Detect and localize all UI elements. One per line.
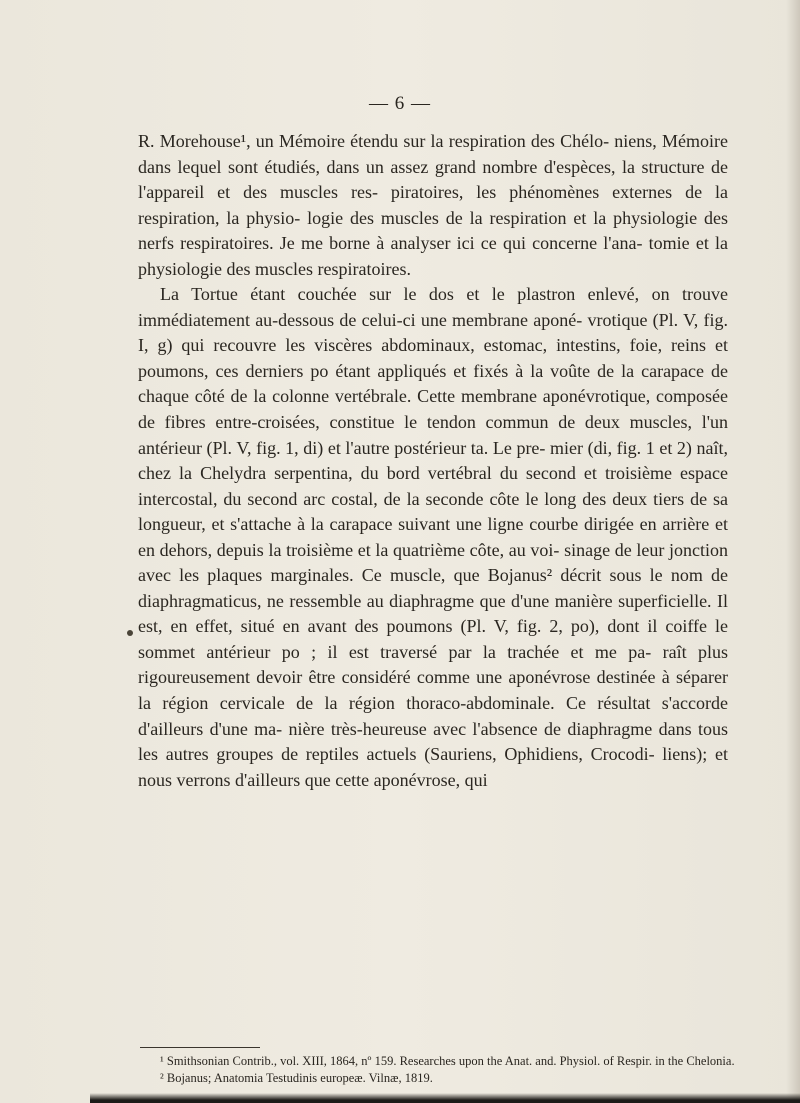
paragraph-1: R. Morehouse¹, un Mémoire étendu sur la respiration des Chélo- niens, Mémoire dans lequel sont étudiés, dans un assez grand nombre d'espèces, la structure de l'appareil et des muscles res- piratoires, les phénomènes externes de la respiration, la physio- logie des muscles de la respiration et la physiologie des nerfs respiratoires. Je me borne à analyser ici ce qui concerne l'ana- tomie et la physiologie des muscles respiratoires. (138, 131, 728, 279)
margin-dot-mark (127, 630, 133, 636)
paragraph-2: La Tortue étant couchée sur le dos et le plastron enlevé, on trouve immédiatement au-dessous de celui-ci une membrane aponé- vrotique (Pl. V, fig. I, g) qui recouvre les viscères abdominaux, estomac, intestins, foie, reins et poumons, ces derniers po étant appliqués et fixés à la voûte de la carapace de chaque côté de la colonne vertébrale. Cette membrane aponévrotique, composée de fibres entre-croisées, constitue le tendon commun de deux muscles, l'un antérieur (Pl. V, fig. 1, di) et l'autre postérieur ta. Le pre- mier (di, fig. 1 et 2) naît, chez la Chelydra serpentina, du bord vertébral du second et troisième espace intercostal, du second arc costal, de la seconde côte le long des deux tiers de sa longueur, et s'attache à la carapace suivant une ligne courbe dirigée en arrière et en dehors, depuis la troisième et la quatrième côte, au voi- sinage de leur jonction avec les plaques marginales. Ce muscle, que Bojanus² décrit sous le nom de diaphragmaticus, ne ressemble au diaphragme que d'une manière superficielle. Il est, en effet, situé en avant des poumons (Pl. V, fig. 2, po), dont il coiffe le sommet antérieur po ; il est traversé par la trachée et me pa- raît plus rigoureusement devoir être considéré comme une aponévrose destinée à séparer la région cervicale de la région thoraco-abdominale. Ce résultat s'accorde d'ailleurs d'une ma- nière très-heureuse avec l'absence de diaphragme dans tous les autres groupes de reptiles actuels (Sauriens, Ophidiens, Crocodi- liens); et nous verrons d'ailleurs que cette aponévrose, qui (138, 284, 728, 790)
footnote-1: ¹ Smithsonian Contrib., vol. XIII, 1864, nº 159. Researches upon the Anat. and. Physiol. of Respir. in the Chelonia. (160, 1054, 735, 1068)
footnote-2: ² Bojanus; Anatomia Testudinis europeæ. Vilnæ, 1819. (160, 1071, 433, 1085)
body-text (138, 129, 728, 793)
page-edge-shadow (786, 0, 800, 1103)
footnotes (138, 1053, 738, 1087)
page-bottom-edge (90, 1093, 800, 1103)
page-number: — 6 — (369, 93, 431, 114)
footnote-divider (140, 1047, 260, 1048)
